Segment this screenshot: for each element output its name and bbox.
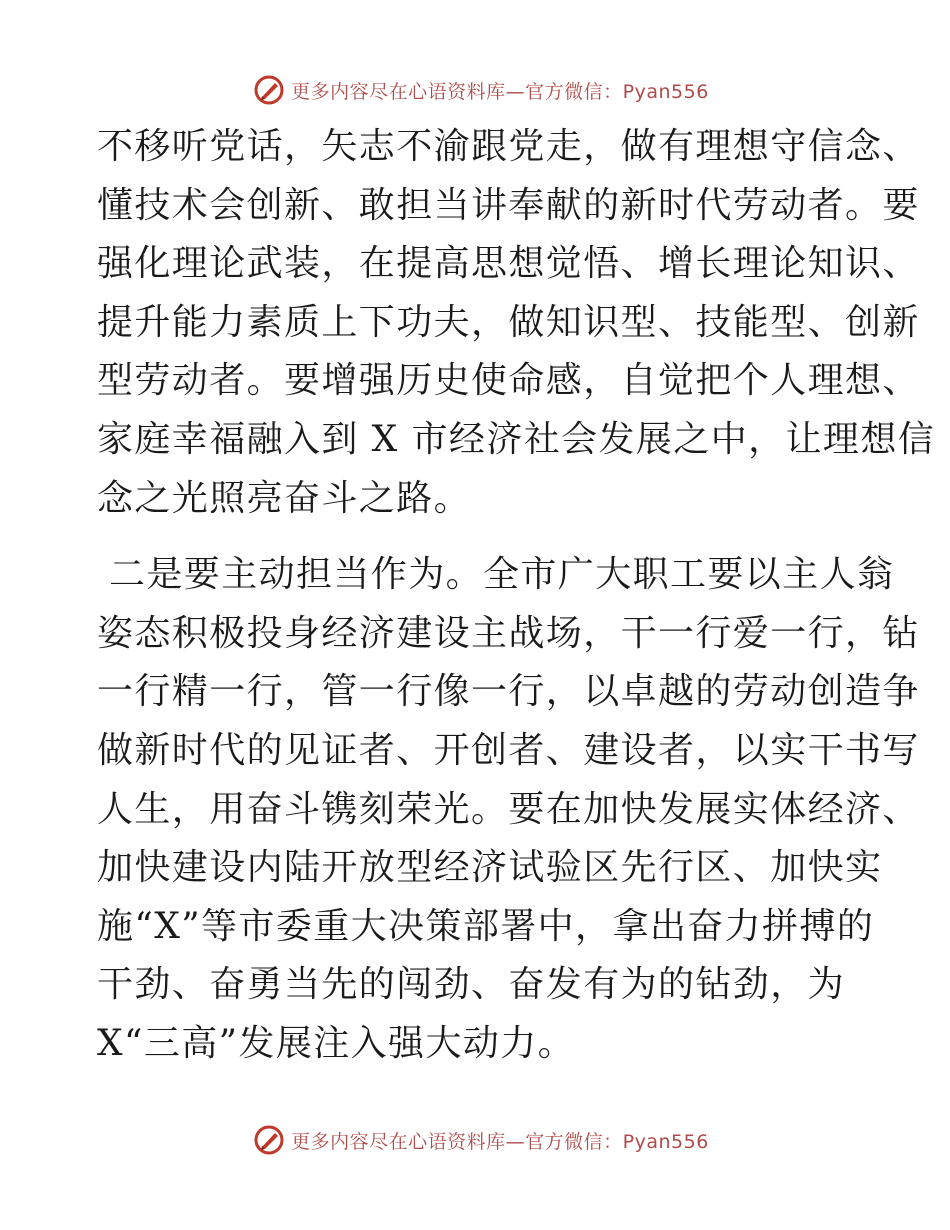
text-line: 强化理论武装，在提高思想觉悟、增长理论知识、 xyxy=(97,243,920,285)
header-banner-inner xyxy=(253,74,709,106)
text-line: 提升能力素质上下功夫，做知识型、技能型、创新 xyxy=(97,301,920,343)
quill-logo-icon xyxy=(253,1124,285,1156)
text-line: 懂技术会创新、敢担当讲奉献的新时代劳动者。要 xyxy=(97,184,920,226)
paragraph-1 xyxy=(97,118,936,528)
footer-banner-inner xyxy=(253,1124,709,1156)
text-line: X“三高”发展注入强大动力。 xyxy=(97,1022,576,1064)
text-line: 干劲、奋勇当先的闯劲、奋发有为的钻劲，为 xyxy=(97,964,846,1006)
footer-banner-text: 更多内容尽在心语资料库—官方微信：Pyan556 xyxy=(291,1130,709,1153)
text-line: 家庭幸福融入到 X 市经济社会发展之中，让理想信 xyxy=(97,418,936,460)
text-line: 不移听党话，矢志不渝跟党走，做有理想守信念、 xyxy=(97,126,920,167)
text-line: 姿态积极投身经济建设主战场，干一行爱一行，钻 xyxy=(97,612,920,654)
document-body xyxy=(97,118,936,1074)
text-line: 做新时代的见证者、开创者、建设者，以实干书写 xyxy=(97,729,920,771)
paragraph-2 xyxy=(97,546,920,1073)
header-banner-text: 更多内容尽在心语资料库—官方微信：Pyan556 xyxy=(291,80,709,103)
text-line: 型劳动者。要增强历史使命感，自觉把个人理想、 xyxy=(97,360,920,402)
quill-logo-icon xyxy=(253,74,285,106)
text-line: 一行精一行，管一行像一行，以卓越的劳动创造争 xyxy=(97,671,920,713)
text-line: 人生，用奋斗镌刻荣光。要在加快发展实体经济、 xyxy=(97,788,920,830)
text-line: 加快建设内陆开放型经济试验区先行区、加快实 xyxy=(97,847,883,889)
text-line: 施“X”等市委重大决策部署中，拿出奋力拼搏的 xyxy=(97,905,875,947)
paragraph-gap xyxy=(97,528,857,546)
footer-banner xyxy=(0,1120,950,1160)
header-banner xyxy=(0,70,950,110)
text-line: 念之光照亮奋斗之路。 xyxy=(97,477,472,519)
text-line: 二是要主动担当作为。全市广大职工要以主人翁 xyxy=(109,554,895,596)
